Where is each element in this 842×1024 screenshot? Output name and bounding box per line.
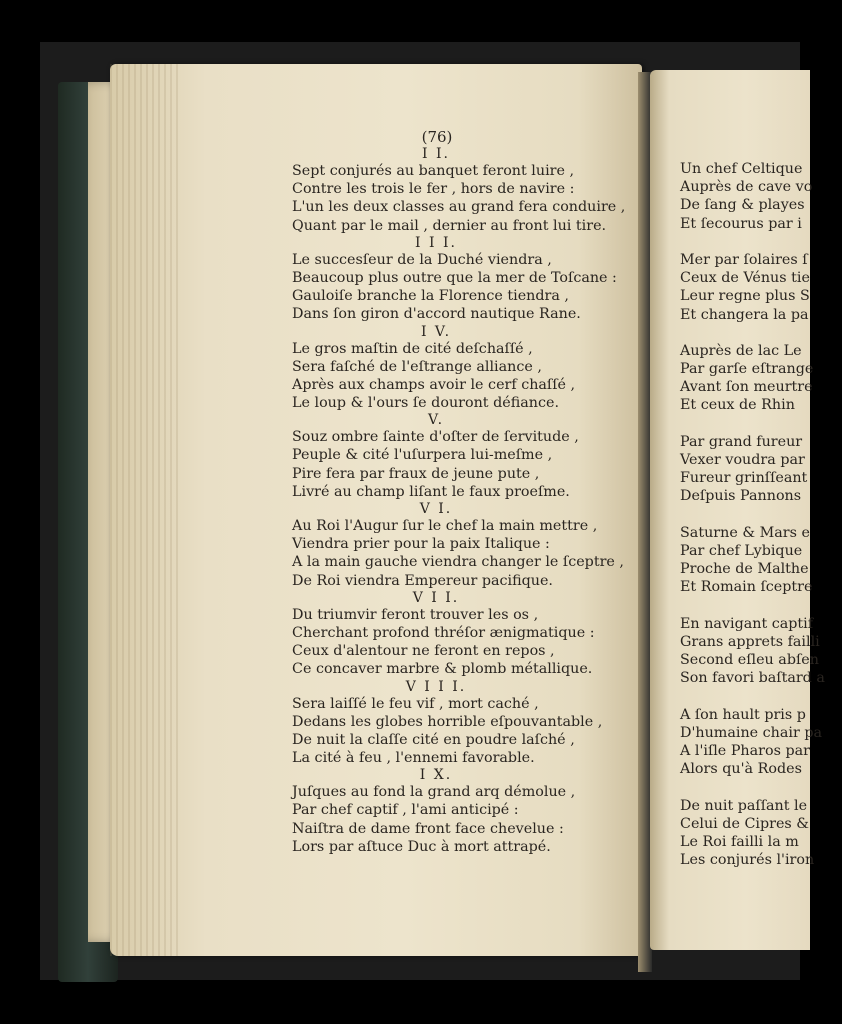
stanza-gap	[680, 233, 810, 251]
verse-line: Dans ſon giron d'accord nautique Rane.	[292, 306, 581, 323]
right-verse-line: Et changera la pa	[680, 306, 809, 323]
right-stanza	[680, 251, 810, 324]
right-stanza	[680, 342, 814, 415]
verse-line: Après aux champs avoir le cerf chaſſé ,	[292, 376, 576, 393]
right-verse-line: Les conjurés l'iron	[680, 852, 815, 869]
verse-line: Quant par le mail , dernier au front lui tire.	[292, 217, 607, 234]
verse-line: Lors par aſtuce Duc à mort attrapé.	[292, 838, 551, 855]
verse-line: De nuit la claſſe cité en poudre laſché ,	[292, 731, 575, 748]
verse-line: Du triumvir feront trouver les os ,	[292, 606, 539, 623]
right-verse-line: Par garſe eſtrange	[680, 361, 814, 378]
verse-line: Sera laiſſé le feu vif , mort caché ,	[292, 695, 539, 712]
verse-line: L'un les deux classes au grand fera conduire ,	[292, 199, 626, 216]
left-page-text	[247, 128, 626, 856]
verse-line: Gauloiſe branche la Florence tiendra ,	[292, 288, 569, 305]
verse-line: Ceux d'alentour ne feront en repos ,	[292, 643, 555, 660]
right-stanza	[680, 706, 823, 779]
verse-line: Viendra prier pour la paix Italique :	[292, 536, 550, 553]
right-stanza	[680, 797, 815, 870]
verse-line: Souz ombre ſainte d'oſter de ſervitude ,	[292, 429, 579, 446]
stanza	[247, 590, 617, 679]
right-verse-line: Proche de Malthe	[680, 561, 809, 578]
right-verse-line: Son favori baſtard a	[680, 670, 825, 687]
right-verse-line: A ſon hault pris p	[680, 706, 806, 723]
stanza-numeral: V I.	[419, 501, 453, 517]
right-verse-line: Un chef Celtique	[680, 161, 803, 177]
right-stanza	[680, 615, 825, 688]
verse-line: Au Roi l'Augur ſur le chef la main mettre ,	[292, 518, 598, 534]
right-verse-line: Leur regne plus S	[680, 288, 810, 305]
verse-line: De Roi viendra Empereur pacifique.	[292, 572, 553, 589]
verse-line: Le gros maſtin de cité deſchaſſé ,	[292, 340, 533, 357]
right-verse-line: A l'iſle Pharos par	[680, 743, 810, 759]
right-verse-line: Et ſecourus par i	[680, 215, 802, 232]
verse-line: Ce concaver marbre & plomb métallique.	[292, 661, 593, 678]
verse-line: Naiſtra de dame front face chevelue :	[292, 820, 564, 837]
stanza-numeral: V I I I.	[405, 678, 467, 695]
stanza-numeral: V I I.	[412, 589, 460, 606]
verse-line: Pire fera par fraux de jeune pute ,	[292, 465, 540, 482]
stanza	[247, 767, 617, 856]
verse-line: La cité à feu , l'ennemi favorable.	[292, 750, 535, 767]
stanza-gap	[680, 324, 810, 342]
verse-line: Dedans les globes horrible eſpouvantable ,	[292, 713, 603, 730]
right-verse-line: De nuit paſſant le	[680, 797, 808, 814]
page-number: (76)	[421, 128, 453, 146]
right-verse-line: Saturne & Mars e	[680, 524, 810, 541]
right-page-text	[680, 160, 825, 869]
right-verse-line: Fureur grinſſeant	[680, 470, 808, 487]
right-verse-line: Celui de Cipres &	[680, 815, 810, 832]
right-verse-line: Auprès de cave vo	[680, 179, 813, 196]
right-verse-line: Second eſleu abſen	[680, 652, 819, 669]
stanza-numeral: I I I.	[415, 234, 457, 251]
right-stanza	[680, 433, 810, 506]
stanza-numeral: I X.	[419, 767, 453, 784]
stanza	[247, 501, 624, 590]
verse-line: Peuple & cité l'uſurpera lui-meſme ,	[292, 447, 553, 464]
right-verse-line: Grans apprets failli	[680, 633, 820, 650]
verse-line: Le loup & l'ours ſe douront défiance.	[292, 395, 559, 412]
right-verse-line: De ſang & playes	[680, 197, 805, 214]
verse-line: Beaucoup plus outre que la mer de Toſcane :	[292, 269, 617, 286]
right-verse-line: Le Roi failli la m	[680, 833, 799, 850]
stanza-gap	[680, 597, 810, 615]
verse-line: Contre les trois le fer , hors de navire :	[292, 181, 575, 198]
stanza	[247, 412, 617, 501]
stanza-numeral: I I.	[422, 146, 450, 162]
stanza	[247, 146, 626, 235]
stanza	[247, 679, 617, 768]
right-verse-line: Alors qu'à Rodes	[680, 761, 802, 778]
verse-line: Le succesſeur de la Duché viendra ,	[292, 251, 552, 268]
right-verse-line: Auprès de lac Le	[680, 342, 802, 359]
stanza-gap	[680, 778, 810, 796]
verse-line: Livré au champ liſant le faux proeſme.	[292, 483, 570, 500]
right-verse-line: Et ceux de Rhin	[680, 397, 795, 414]
right-verse-line: Ceux de Vénus tie	[680, 270, 810, 287]
right-verse-line: Vexer voudra par	[680, 452, 805, 468]
right-verse-line: D'humaine chair pa	[680, 724, 823, 741]
right-stanza	[680, 524, 813, 597]
verse-line: Par chef captif , l'ami anticipé :	[292, 802, 519, 819]
verse-line: Sept conjurés au banquet feront luire ,	[292, 163, 575, 179]
right-verse-line: Par grand fureur	[680, 433, 803, 450]
stanza-gap	[680, 687, 810, 705]
stanza-gap	[680, 506, 810, 524]
stanza	[247, 235, 617, 324]
verse-line: A la main gauche viendra changer le ſceptre ,	[292, 554, 624, 571]
right-verse-line: Deſpuis Pannons	[680, 488, 802, 505]
right-stanza	[680, 160, 813, 233]
right-verse-line: Par chef Lybique	[680, 542, 803, 559]
stanza-list	[247, 146, 626, 856]
right-verse-line: Avant ſon meurtre	[680, 379, 813, 396]
verse-line: Juſques au fond la grand arq démolue ,	[292, 784, 576, 801]
page-edge-texture	[110, 64, 180, 956]
verse-line: Sera faſché de l'eſtrange alliance ,	[292, 358, 542, 375]
stanza	[247, 324, 617, 413]
right-verse-line: Et Romain ſceptre	[680, 579, 813, 596]
right-verse-line: Mer par ſolaires ſ	[680, 251, 808, 268]
stanza-numeral: V.	[427, 412, 445, 429]
stanza-gap	[680, 415, 810, 433]
verse-line: Cherchant profond thréſor ænigmatique :	[292, 624, 595, 641]
stanza-numeral: I V.	[420, 323, 452, 340]
right-verse-line: En navigant captif	[680, 615, 814, 632]
